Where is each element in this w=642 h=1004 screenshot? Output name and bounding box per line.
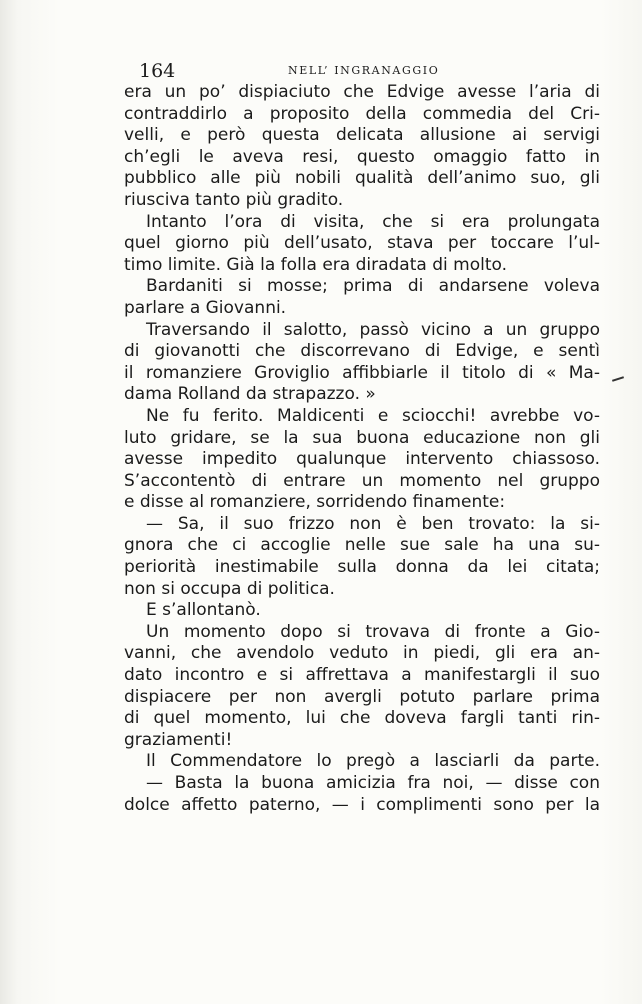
text-line: parlare a Giovanni. xyxy=(124,297,287,318)
text-line: S’accontentò di entrare un momento nel gruppo xyxy=(124,470,600,491)
text-line: vanni, che avendolo veduto in piedi, gli era an- xyxy=(124,643,600,664)
text-line: — Sa, il suo frizzo non è ben trovato: la si- xyxy=(146,513,600,534)
text-line: era un po’ dispiaciuto che Edvige avesse l’aria di xyxy=(124,82,600,102)
text-line: Il Commendatore lo pregò a lasciarli da parte. xyxy=(146,751,600,772)
text-line: velli, e però questa delicata allusione ai servigi xyxy=(124,125,600,146)
text-line: contraddirlo a proposito della commedia del Cri- xyxy=(124,103,600,124)
text-line: luto gridare, se la sua buona educazione non gli xyxy=(124,427,600,448)
text-line: Un momento dopo si trovava di fronte a Gio- xyxy=(146,621,600,642)
text-line: il romanziere Groviglio affibbiarle il titolo di « Ma- xyxy=(124,362,600,383)
text-line: Bardaniti si mosse; prima di andarsene voleva xyxy=(146,276,600,297)
body-text xyxy=(124,82,600,816)
text-line: — Basta la buona amicizia fra noi, — disse con xyxy=(146,773,600,793)
text-line: di giovanotti che discorrevano di Edvige, e sentì xyxy=(124,341,600,362)
text-line: e disse al romanziere, sorridendo finamente: xyxy=(124,492,506,513)
text-line: timo limite. Già la folla era diradata di molto. xyxy=(124,254,507,275)
text-line: dato incontro e si affrettava a manifestargli il suo xyxy=(124,665,600,686)
text-line: quel giorno più dell’usato, stava per toccare l’ul- xyxy=(124,233,600,254)
text-line: Ne fu ferito. Maldicenti e sciocchi! avrebbe vo- xyxy=(146,405,600,426)
text-line: non si occupa di politica. xyxy=(124,578,335,599)
page-number: 164 xyxy=(139,60,176,82)
text-line: ch’egli le aveva resi, questo omaggio fatto in xyxy=(124,146,600,167)
text-line: gnora che ci accoglie nelle sue sale ha una su- xyxy=(124,535,600,556)
text-line: graziamenti! xyxy=(124,729,233,750)
text-line: riusciva tanto più gradito. xyxy=(124,189,344,210)
margin-mark xyxy=(612,376,624,382)
text-line: periorità inestimabile sulla donna da lei citata; xyxy=(124,557,600,578)
text-line: dama Rolland da strapazzo. » xyxy=(124,384,376,405)
text-line: di quel momento, lui che doveva fargli tanti rin- xyxy=(124,708,600,729)
text-line: Intanto l’ora di visita, che si era prolungata xyxy=(146,211,600,232)
text-line: E s’allontanò. xyxy=(146,600,261,621)
text-line: avesse impedito qualunque intervento chiassoso. xyxy=(124,449,600,470)
text-line: dolce affetto paterno, — i complimenti sono per la xyxy=(124,794,600,815)
running-head: NELL’ INGRANAGGIO xyxy=(288,64,440,77)
text-line: pubblico alle più nobili qualità dell’animo suo, gli xyxy=(124,168,600,189)
text-line: Traversando il salotto, passò vicino a un gruppo xyxy=(146,319,600,340)
text-line: dispiacere per non avergli potuto parlare prima xyxy=(124,686,600,707)
